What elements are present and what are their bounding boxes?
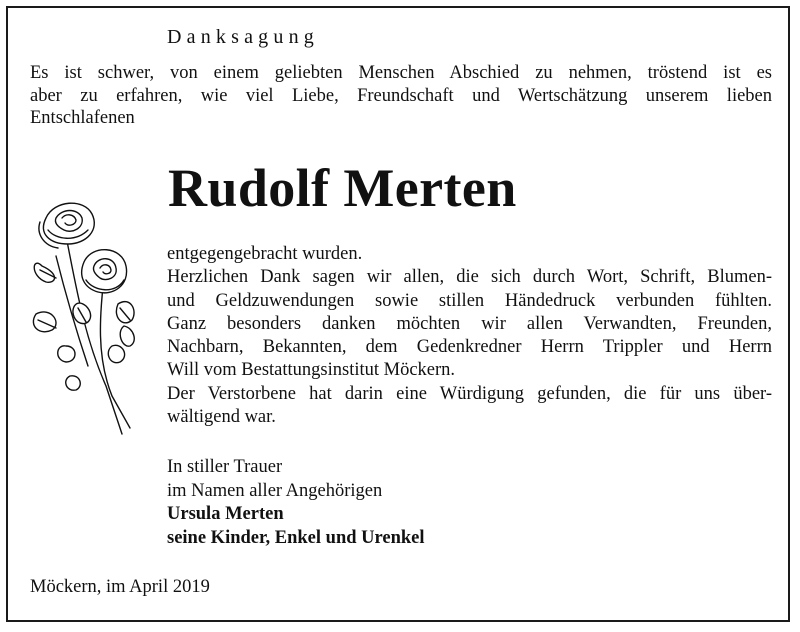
body-paragraph — [167, 243, 772, 429]
deceased-name: Rudolf Merten — [168, 158, 517, 218]
intro-paragraph — [30, 62, 772, 130]
signatory-family: seine Kinder, Enkel und Urenkel — [167, 527, 425, 548]
heading: Danksagung — [167, 26, 319, 48]
body-line: entgegengebracht wurden. — [167, 244, 363, 264]
signature-line: im Namen aller Angehörigen — [167, 480, 383, 501]
place-date: Möckern, im April 2019 — [30, 577, 210, 597]
body-line: Will vom Bestattungsinstitut Möckern. — [167, 360, 456, 381]
body-line: und Geldzuwendungen sowie stillen Händedruck verbunden fühlten. — [167, 290, 772, 311]
signatory-name: Ursula Merten — [167, 504, 284, 524]
body-line: Herzlichen Dank sagen wir allen, die sich durch Wort, Schrift, Blumen- — [167, 267, 772, 288]
body-line: Nachbarn, Bekannten, dem Gedenkredner Herrn Trippler und Herrn — [167, 337, 772, 358]
intro-line: Es ist schwer, von einem geliebten Menschen Abschied zu nehmen, tröstend ist es — [30, 63, 772, 83]
body-line: Der Verstorbene hat darin eine Würdigung gefunden, die für uns über- — [167, 383, 772, 404]
body-line: wältigend war. — [167, 407, 276, 428]
intro-line: aber zu erfahren, wie viel Liebe, Freundschaft und Wertschätzung unserem lieben — [30, 85, 772, 106]
signature-line: In stiller Trauer — [167, 457, 283, 477]
roses-illustration — [26, 196, 144, 440]
body-line: Ganz besonders danken möchten wir allen Verwandten, Freunden, — [167, 313, 772, 334]
intro-line: Entschlafenen — [30, 108, 135, 128]
signature-block — [167, 456, 425, 550]
